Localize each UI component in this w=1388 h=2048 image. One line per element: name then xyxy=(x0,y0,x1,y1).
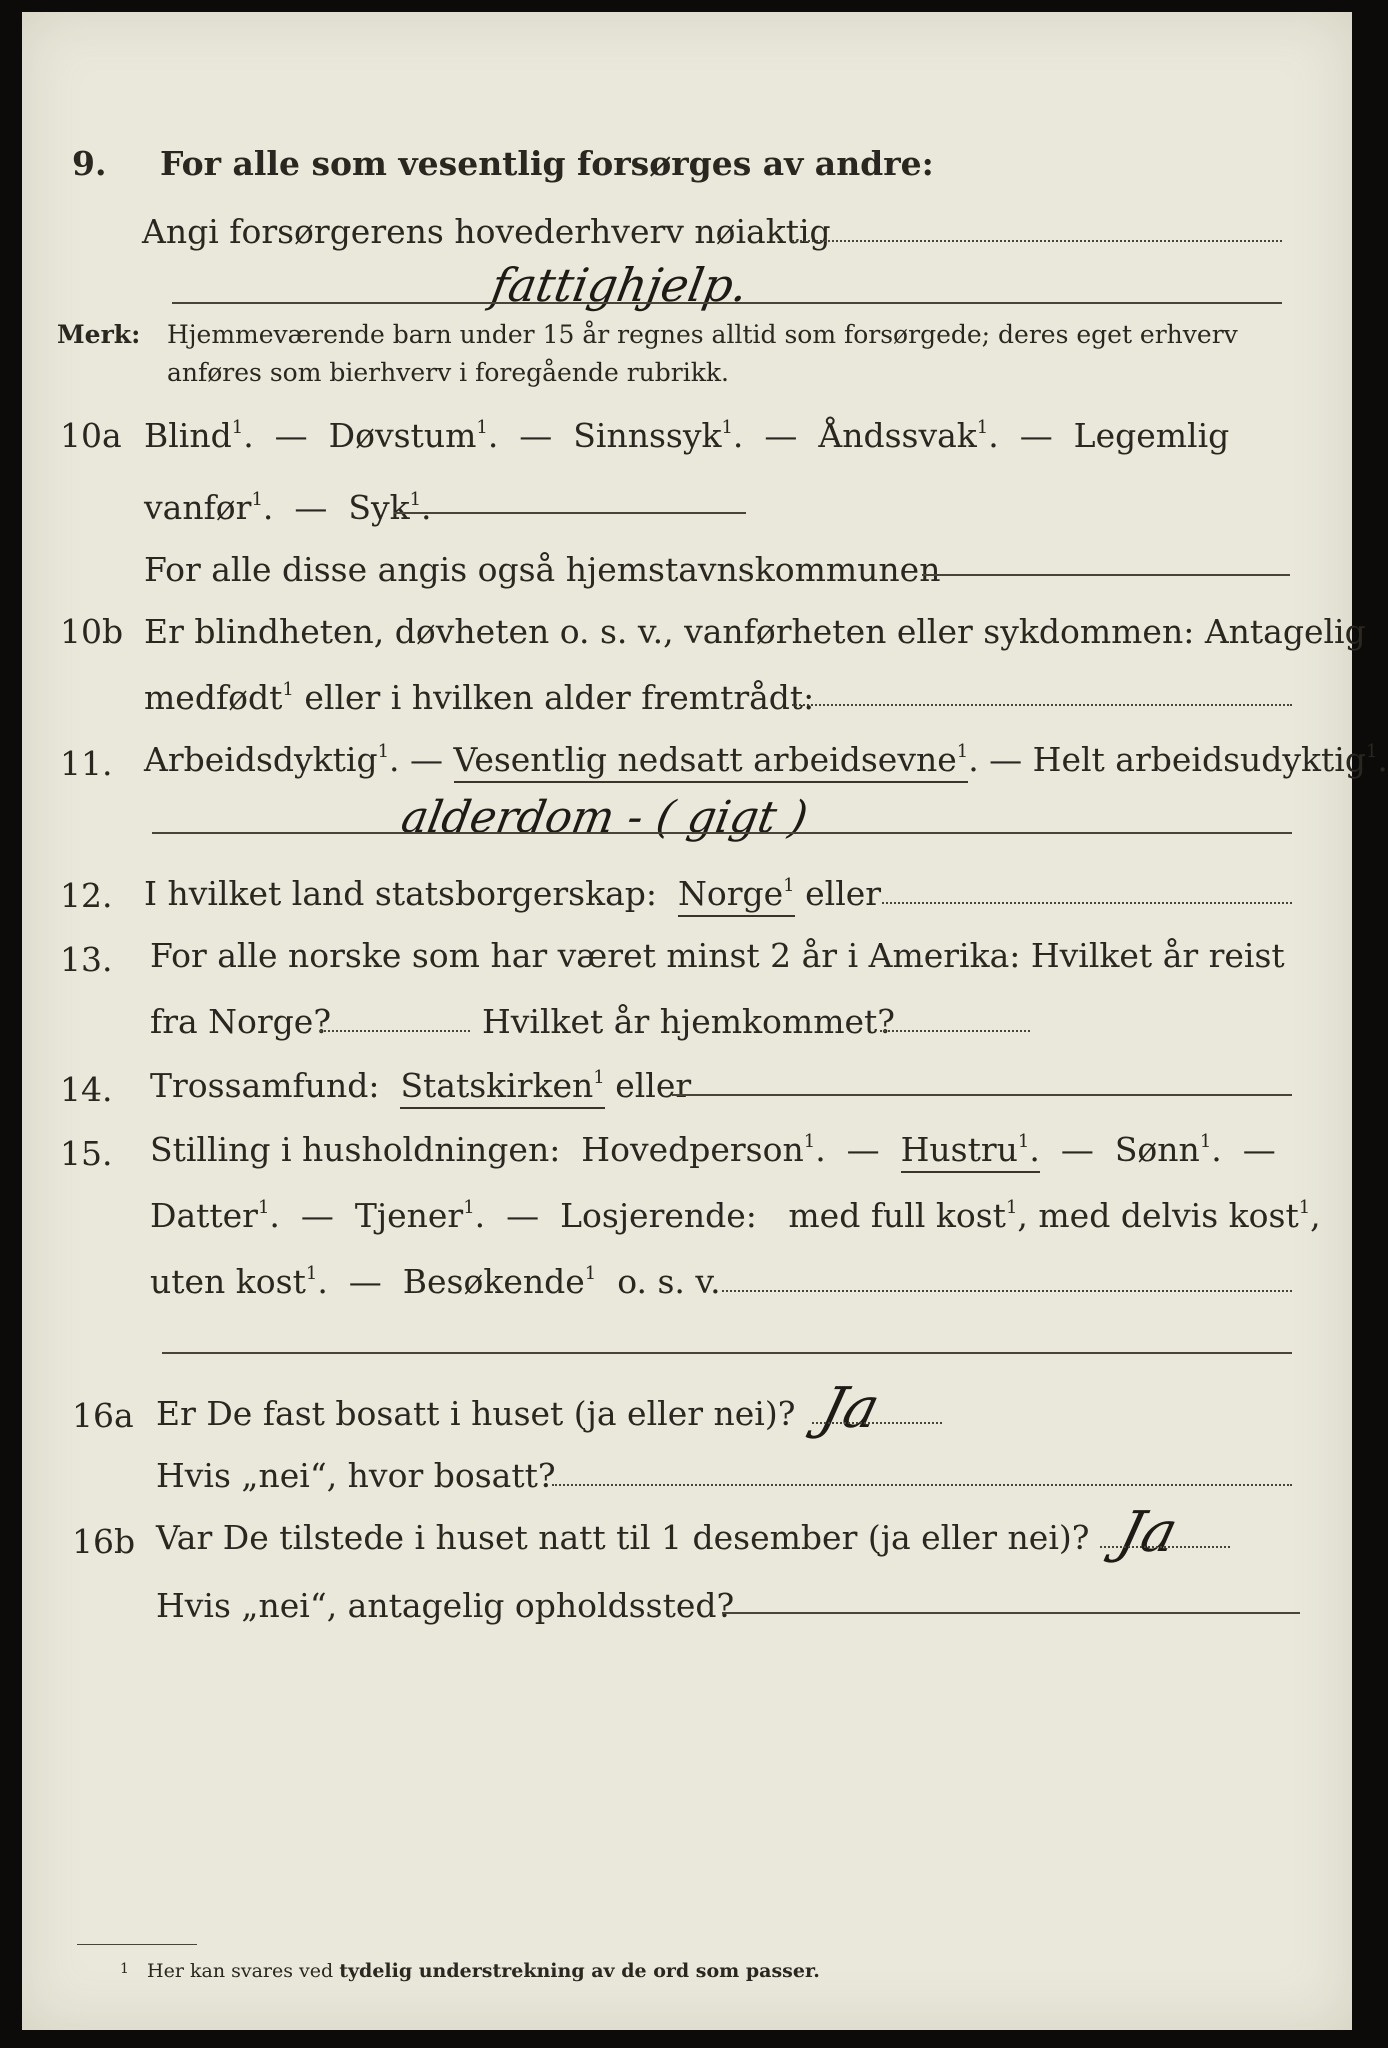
q16b-line-2: Hvis „nei“, antagelig opholdssted? xyxy=(156,1586,735,1625)
q10b-line-2: medfødt$^1$ eller i hvilken alder fremtrådt: xyxy=(144,678,815,717)
q11-handwritten-answer: alderdom - ( gigt ) xyxy=(397,792,812,843)
q16b-line-2-rule xyxy=(722,1612,1300,1614)
census-form-page xyxy=(22,12,1388,2030)
q15-line-1: Stilling i husholdningen: Hovedperson$^1$. — Hustru$^1$. — Sønn$^1$. — xyxy=(150,1130,1276,1170)
q10b-leader xyxy=(792,704,1292,706)
q16a-handwritten-answer: Ja xyxy=(813,1376,886,1441)
q14-rule xyxy=(672,1094,1292,1096)
q9-title: For alle som vesentlig forsørges av andre: xyxy=(160,144,934,183)
q13-number: 13. xyxy=(60,940,113,979)
q15-extra-line xyxy=(162,1352,1292,1354)
q9-handwritten-answer: fattighjelp. xyxy=(487,258,753,312)
q10a-line-2: vanfør$^1$. — Syk$^1$. xyxy=(144,488,432,527)
q16b-number: 16b xyxy=(72,1522,136,1561)
q16b-handwritten-answer: Ja xyxy=(1111,1500,1184,1565)
q14-line: Trossamfund: Statskirken$^1$ eller xyxy=(150,1066,691,1106)
q16a-leader xyxy=(812,1422,942,1424)
footnote-text-plain: Her kan svares ved xyxy=(147,1960,340,1982)
q14-number: 14. xyxy=(60,1070,113,1109)
q13-line-2a: fra Norge? xyxy=(150,1002,332,1041)
q16a-number: 16a xyxy=(72,1396,134,1435)
q15-line-2: Datter$^1$. — Tjener$^1$. — Losjerende: med full kost$^1$, med delvis kost$^1$, xyxy=(150,1196,1321,1235)
q9-occupation-leader xyxy=(792,240,1282,242)
q13-line-1: For alle norske som har været minst 2 år i Amerika: Hvilket år reist xyxy=(150,936,1285,975)
q10b-line-1: Er blindheten, døvheten o. s. v., vanførheten eller sykdommen: Antagelig xyxy=(144,612,1366,651)
q16a-line-1: Er De fast bosatt i huset (ja eller nei)? xyxy=(156,1394,796,1433)
q15-leader xyxy=(722,1290,1292,1292)
merk-line-2: anføres som bierhverv i foregående rubrikk. xyxy=(167,358,729,387)
q15-line-3: uten kost$^1$. — Besøkende$^1$ o. s. v. xyxy=(150,1262,721,1301)
footnote-text-bold: tydelig understrekning av de ord som passer. xyxy=(339,1960,820,1982)
footnote xyxy=(120,1960,820,1982)
q11-answer-line xyxy=(152,832,1292,834)
footnote-divider xyxy=(77,1944,197,1945)
q9-title-row xyxy=(72,144,934,184)
q10a-line-3-rule xyxy=(922,574,1290,576)
q9-number: 9. xyxy=(72,144,107,183)
q16b-leader xyxy=(1100,1546,1230,1548)
q12-line: I hvilket land statsborgerskap: Norge$^1$ eller xyxy=(144,874,881,914)
q16a-line-2-leader xyxy=(552,1484,1292,1486)
q16a-line-2: Hvis „nei“, hvor bosatt? xyxy=(156,1456,556,1495)
q12-leader xyxy=(882,902,1292,904)
q11-number: 11. xyxy=(60,744,113,783)
merk-line-1: Hjemmeværende barn under 15 år regnes alltid som forsørgede; deres eget erhverv xyxy=(167,320,1238,349)
q9-answer-line xyxy=(172,302,1282,304)
merk-label: Merk: xyxy=(57,320,141,349)
q16b-line-1: Var De tilstede i huset natt til 1 desember (ja eller nei)? xyxy=(156,1518,1090,1557)
q10b-number: 10b xyxy=(60,612,124,651)
q13-line-2b: Hvilket år hjemkommet? xyxy=(482,1002,895,1041)
q13-left-leader xyxy=(320,1030,470,1032)
q10a-line-2-rule xyxy=(394,512,746,514)
q9-occupation-label: Angi forsørgerens hovederhverv nøiaktig xyxy=(142,212,831,251)
q11-line-1: Arbeidsdyktig$^1$. — Vesentlig nedsatt arbeidsevne$^1$. — Helt arbeidsudyktig$^1$. xyxy=(144,740,1388,780)
q10a-line-3: For alle disse angis også hjemstavnskommunen xyxy=(144,550,941,589)
q15-number: 15. xyxy=(60,1134,113,1173)
q10a-line-1: Blind$^1$. — Døvstum$^1$. — Sinnssyk$^1$. — Åndssvak$^1$. — Legemlig xyxy=(144,416,1230,455)
q10a-number: 10a xyxy=(60,416,122,455)
footnote-mark: 1 xyxy=(120,1961,129,1977)
q12-number: 12. xyxy=(60,876,113,915)
q13-right-leader xyxy=(880,1030,1030,1032)
